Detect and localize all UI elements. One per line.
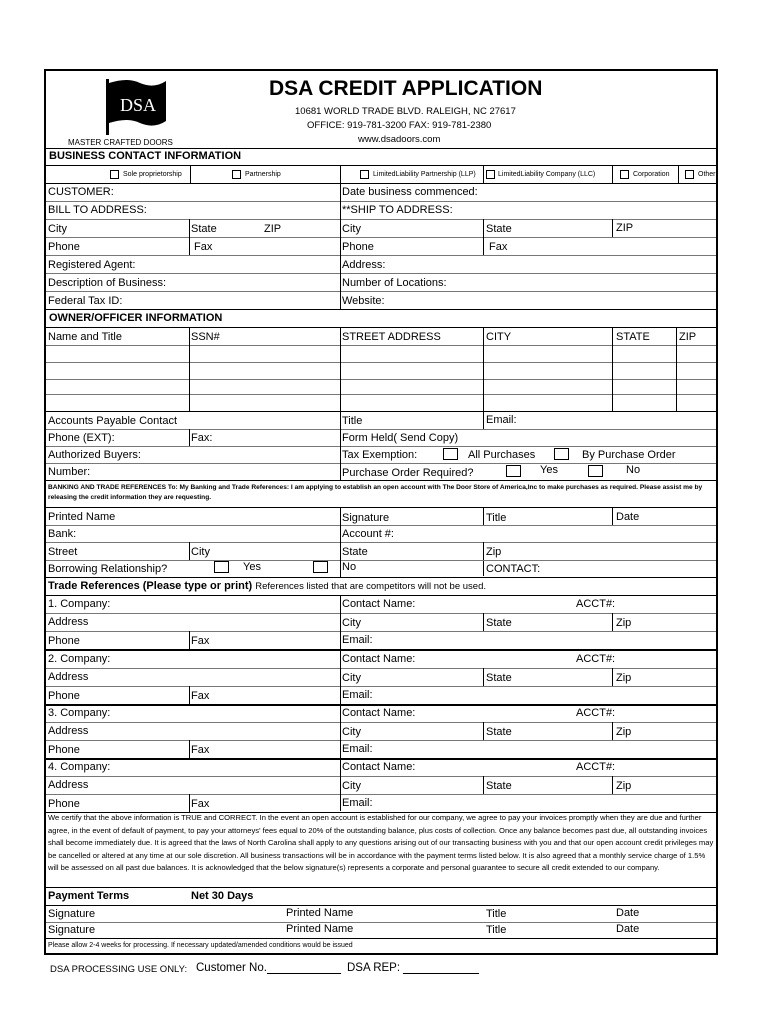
bill-phone-label: Phone xyxy=(48,241,80,253)
authorized-buyers-label: Authorized Buyers: xyxy=(48,449,141,461)
owner-col-state: STATE xyxy=(616,331,650,343)
owner-section-title: OWNER/OFFICER INFORMATION xyxy=(49,312,223,324)
ap-email-label: Email: xyxy=(486,414,517,426)
partnership-label: Partnership xyxy=(245,171,281,178)
trade-phone-label: Phone xyxy=(48,690,80,702)
ship-city-label: City xyxy=(342,223,361,235)
trade-company-label: 4. Company: xyxy=(48,761,111,773)
address-label: Address: xyxy=(342,259,386,271)
borrowing-no-checkbox[interactable] xyxy=(313,561,328,573)
bank-signature-label: Signature xyxy=(342,512,390,524)
title-1-label: Title xyxy=(486,908,507,920)
website-label: Website: xyxy=(342,295,385,307)
trade-address-label: Address xyxy=(48,616,89,628)
trade-fax-label: Fax xyxy=(191,798,210,810)
trade-phone-label: Phone xyxy=(48,635,80,647)
company-address: 10681 WORLD TRADE BLVD. RALEIGH, NC 27617 xyxy=(295,106,516,117)
processing-use-label: DSA PROCESSING USE ONLY: xyxy=(50,964,188,975)
trade-state-label: State xyxy=(486,617,512,629)
bill-state-label: State xyxy=(191,223,217,235)
trade-phone-label: Phone xyxy=(48,744,80,756)
trade-state-label: State xyxy=(486,726,512,738)
trade-acct-label: ACCT#: xyxy=(576,707,616,719)
logo-caption: MASTER CRAFTED DOORS xyxy=(68,138,173,147)
bill-zip-label: ZIP xyxy=(264,223,282,235)
trade-state-label: State xyxy=(486,672,512,684)
trade-fax-label: Fax xyxy=(191,690,210,702)
trade-email-label: Email: xyxy=(342,634,373,646)
credit-application-form xyxy=(44,69,718,955)
borrowing-no-label: No xyxy=(342,561,357,573)
trade-acct-label: ACCT#: xyxy=(576,598,616,610)
signature-1-label: Signature xyxy=(48,908,96,920)
owner-col-zip: ZIP xyxy=(679,331,697,343)
by-po-label: By Purchase Order xyxy=(582,449,676,461)
llp-checkbox[interactable] xyxy=(360,170,369,179)
date-2-label: Date xyxy=(616,923,640,935)
bank-contact-label: CONTACT: xyxy=(486,563,541,575)
trade-acct-label: ACCT#: xyxy=(576,761,616,773)
trade-city-label: City xyxy=(342,672,361,684)
trade-city-label: City xyxy=(342,780,361,792)
trade-zip-label: Zip xyxy=(616,780,632,792)
ap-title-label: Title xyxy=(342,415,363,427)
po-required-label: Purchase Order Required? xyxy=(342,467,474,479)
customer-no-field[interactable] xyxy=(196,962,341,974)
payment-terms-label: Payment Terms xyxy=(48,890,130,902)
bank-city-label: City xyxy=(191,546,210,558)
llp-label: LimitedLiability Partnership (LLP) xyxy=(373,171,476,178)
bank-zip-label: Zip xyxy=(486,546,502,558)
trade-address-label: Address xyxy=(48,725,89,737)
other-checkbox[interactable] xyxy=(685,170,694,179)
partnership-checkbox[interactable] xyxy=(232,170,241,179)
borrowing-yes-label: Yes xyxy=(243,561,261,573)
all-purchases-checkbox[interactable] xyxy=(443,448,458,460)
business-section-title: BUSINESS CONTACT INFORMATION xyxy=(49,150,242,162)
owner-col-city: CITY xyxy=(486,331,512,343)
ship-state-label: State xyxy=(486,223,512,235)
trade-email-label: Email: xyxy=(342,797,373,809)
po-no-checkbox[interactable] xyxy=(588,465,603,477)
trade-title-row xyxy=(48,580,486,592)
tax-exemption-label: Tax Exemption: xyxy=(342,449,418,461)
ap-contact-label: Accounts Payable Contact xyxy=(48,415,178,427)
company-phone: OFFICE: 919-781-3200 FAX: 919-781-2380 xyxy=(307,120,492,131)
trade-subtitle: References listed that are competitors will not be used. xyxy=(255,581,487,592)
llc-checkbox[interactable] xyxy=(486,170,495,179)
trade-address-label: Address xyxy=(48,779,89,791)
owner-col-name: Name and Title xyxy=(48,331,122,343)
customer-no-label: Customer No. xyxy=(196,962,267,974)
trade-contact-name-label: Contact Name: xyxy=(342,761,416,773)
trade-email-label: Email: xyxy=(342,689,373,701)
po-yes-label: Yes xyxy=(540,464,558,476)
payment-terms-value: Net 30 Days xyxy=(191,890,254,902)
borrowing-label: Borrowing Relationship? xyxy=(48,563,168,575)
trade-company-label: 1. Company: xyxy=(48,598,111,610)
sole-proprietorship-label: Sole proprietorship xyxy=(123,171,182,178)
trade-zip-label: Zip xyxy=(616,672,632,684)
po-yes-checkbox[interactable] xyxy=(506,465,521,477)
registered-agent-label: Registered Agent: xyxy=(48,259,136,271)
printed-name-2-label: Printed Name xyxy=(286,923,354,935)
bank-label: Bank: xyxy=(48,528,77,540)
dsa-rep-field[interactable] xyxy=(347,962,479,974)
dsa-rep-label: DSA REP: xyxy=(347,962,401,974)
bank-printed-name-label: Printed Name xyxy=(48,511,116,523)
sole-proprietorship-checkbox[interactable] xyxy=(110,170,119,179)
ship-zip-label: ZIP xyxy=(616,222,634,234)
date-commenced-label: Date business commenced: xyxy=(342,186,478,198)
trade-contact-name-label: Contact Name: xyxy=(342,653,416,665)
bill-city-label: City xyxy=(48,223,67,235)
ap-fax-label: Fax: xyxy=(191,432,213,444)
trade-email-label: Email: xyxy=(342,743,373,755)
owner-col-ssn: SSN# xyxy=(191,331,220,343)
all-purchases-label: All Purchases xyxy=(468,449,536,461)
corporation-label: Corporation xyxy=(633,171,670,178)
owner-col-street: STREET ADDRESS xyxy=(342,331,441,343)
trade-company-label: 2. Company: xyxy=(48,653,111,665)
account-label: Account #: xyxy=(342,528,394,540)
customer-label: CUSTOMER: xyxy=(48,186,114,198)
title-2-label: Title xyxy=(486,924,507,936)
dsa-flag-logo xyxy=(68,77,208,137)
date-1-label: Date xyxy=(616,907,640,919)
printed-name-1-label: Printed Name xyxy=(286,907,354,919)
bank-street-label: Street xyxy=(48,546,78,558)
trade-contact-name-label: Contact Name: xyxy=(342,707,416,719)
page-title: DSA CREDIT APPLICATION xyxy=(269,77,543,100)
trade-city-label: City xyxy=(342,726,361,738)
trade-fax-label: Fax xyxy=(191,635,210,647)
phone-ext-label: Phone (EXT): xyxy=(48,432,115,444)
certification-text: We certify that the above information is TRUE and CORRECT. In the event an open account is established for our company, we agree to pay your invoices promptly when they are due and further agree, in the event of default of payment, to pay your attorneys' fees equal to 20% of the outstanding balance, plus costs of collection. Once any balance becomes past due, all outstanding invoices shall become immediately due. It is agreed that the laws of North Carolina shall apply to any questions arising out of our transacting business with you and that our open account credit privileges may be cancelled or altered at any time at our sole discretion. All business transactions will be in accordance with the payment terms listed below. It is also agreed that a monthly service charge of 1.5% will be assessed on all past due balances. It is acknowledged that the below signature(s) represents a corporate and personal guarantee to secure all credit extended to our company. xyxy=(48,813,714,872)
federal-tax-label: Federal Tax ID: xyxy=(48,295,123,307)
trade-address-label: Address xyxy=(48,671,89,683)
borrowing-yes-checkbox[interactable] xyxy=(214,561,229,573)
number-label: Number: xyxy=(48,466,91,478)
other-label: Other xyxy=(698,171,716,178)
trade-fax-label: Fax xyxy=(191,744,210,756)
llc-label: LimitedLiability Company (LLC) xyxy=(498,171,596,178)
banking-notice: BANKING AND TRADE REFERENCES To: My Banking and Trade References: I am applying to establish an open account with The Door Store of America,Inc to make purchases as required. Please assist me by releasing the credit information they are requesting. xyxy=(48,484,703,501)
description-label: Description of Business: xyxy=(48,277,166,289)
by-po-checkbox[interactable] xyxy=(554,448,569,460)
corporation-checkbox[interactable] xyxy=(620,170,629,179)
company-website: www.dsadoors.com xyxy=(358,134,441,145)
logo xyxy=(68,77,208,149)
form-held-label: Form Held( Send Copy) xyxy=(342,432,459,444)
bank-date-label: Date xyxy=(616,511,640,523)
processing-note: Please allow 2-4 weeks for processing. If necessary updated/amended conditions would be issued xyxy=(48,942,353,949)
trade-contact-name-label: Contact Name: xyxy=(342,598,416,610)
logo-lettering: DSA xyxy=(120,95,157,115)
trade-city-label: City xyxy=(342,617,361,629)
trade-title: Trade References (Please type or print) xyxy=(48,580,253,592)
ship-to-label: **SHIP TO ADDRESS: xyxy=(342,204,453,216)
bank-state-label: State xyxy=(342,546,368,558)
trade-zip-label: Zip xyxy=(616,617,632,629)
ship-phone-label: Phone xyxy=(342,241,374,253)
trade-zip-label: Zip xyxy=(616,726,632,738)
trade-state-label: State xyxy=(486,780,512,792)
bill-fax-label: Fax xyxy=(194,241,213,253)
bill-to-label: BILL TO ADDRESS: xyxy=(48,204,147,216)
trade-company-label: 3. Company: xyxy=(48,707,111,719)
ship-fax-label: Fax xyxy=(489,241,508,253)
trade-acct-label: ACCT#: xyxy=(576,653,616,665)
bank-title-label: Title xyxy=(486,512,507,524)
trade-phone-label: Phone xyxy=(48,798,80,810)
signature-2-label: Signature xyxy=(48,924,96,936)
po-no-label: No xyxy=(626,464,641,476)
locations-label: Number of Locations: xyxy=(342,277,447,289)
